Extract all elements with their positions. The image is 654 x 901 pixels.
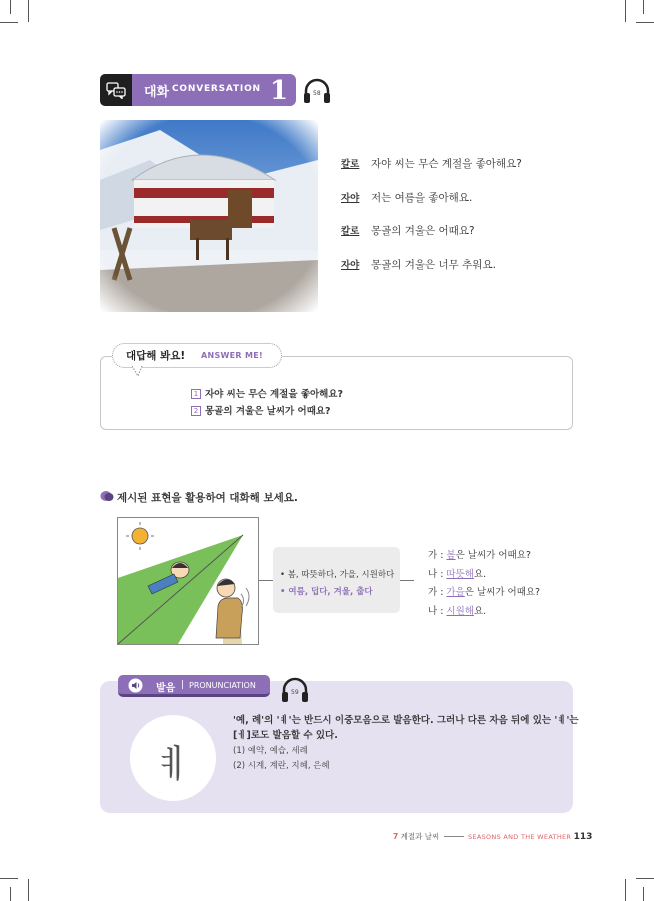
audio-track-number: 58 bbox=[313, 90, 321, 97]
speech-practice-icon bbox=[100, 490, 114, 502]
question-text: 몽골의 겨울은 날씨가 어때요? bbox=[205, 406, 331, 417]
expression-line: • 여름, 덥다, 겨울, 춥다 bbox=[280, 587, 373, 597]
question-item bbox=[191, 386, 343, 400]
practice-instruction: 제시된 표현을 활용하여 대화해 보세요. bbox=[117, 492, 298, 504]
model-blank: 시원해 bbox=[446, 606, 474, 617]
crop-mark bbox=[643, 0, 644, 14]
crop-mark bbox=[28, 879, 29, 901]
dialogue-line bbox=[341, 190, 472, 205]
pronunciation-char: ㅖ bbox=[154, 742, 192, 786]
model-text: 은 날씨가 어때요? bbox=[455, 550, 531, 561]
crop-mark bbox=[636, 878, 654, 879]
crop-mark bbox=[10, 887, 11, 901]
answer-me-title-en: ANSWER ME! bbox=[201, 351, 263, 360]
speaker-name: 자야 bbox=[341, 193, 360, 204]
footer-rule bbox=[444, 836, 464, 837]
connector-line bbox=[259, 580, 273, 581]
model-dialogue-line bbox=[428, 566, 486, 580]
dialogue-line bbox=[341, 257, 496, 272]
crop-mark bbox=[0, 22, 18, 23]
model-speaker: 가 : bbox=[428, 550, 447, 561]
model-dialogue-line bbox=[428, 584, 540, 598]
model-speaker: 나 : bbox=[428, 606, 447, 617]
page-number: 113 bbox=[573, 832, 593, 842]
chapter-title-en: SEASONS AND THE WEATHER bbox=[468, 833, 572, 841]
crop-mark bbox=[636, 22, 654, 23]
model-text: 요. bbox=[473, 606, 487, 617]
dialogue-text: 몽골의 겨울은 너무 추워요. bbox=[371, 259, 496, 271]
model-text: 은 날씨가 어때요? bbox=[464, 587, 541, 598]
speaker-name: 칼로 bbox=[341, 159, 360, 170]
question-item bbox=[191, 403, 331, 417]
model-speaker: 나 : bbox=[428, 569, 447, 580]
dialogue-line bbox=[341, 223, 475, 238]
pronunciation-example: (1) 예약, 예습, 세례 bbox=[233, 746, 308, 756]
crop-mark bbox=[10, 0, 11, 14]
dialogue-text: 자야 씨는 무슨 계절을 좋아해요? bbox=[371, 158, 522, 170]
model-text: 요. bbox=[473, 569, 487, 580]
expression-box bbox=[273, 547, 400, 613]
conversation-number: 1 bbox=[270, 76, 289, 106]
pronunciation-rule-line: '예, 례'의 'ㅖ'는 반드시 이중모음으로 발음한다. 그러나 다른 자음 뒤에 있는 'ㅖ'는 bbox=[233, 715, 579, 726]
season-illustration bbox=[117, 517, 259, 645]
crop-mark bbox=[28, 0, 29, 22]
crop-mark bbox=[0, 878, 18, 879]
conversation-header bbox=[100, 74, 300, 106]
speaker-name: 칼로 bbox=[341, 226, 360, 237]
chat-bubbles-icon bbox=[100, 74, 132, 106]
model-dialogue-line bbox=[428, 547, 531, 561]
yurt-photo bbox=[100, 120, 318, 312]
model-speaker: 가 : bbox=[428, 587, 447, 598]
question-number: 1 bbox=[191, 389, 201, 399]
crop-mark bbox=[625, 0, 626, 22]
connector-line bbox=[400, 580, 414, 581]
crop-mark bbox=[625, 879, 626, 901]
audio-track-number: 59 bbox=[291, 689, 299, 696]
expression-line: • 봄, 따뜻하다, 가을, 시원하다 bbox=[280, 570, 395, 580]
dialogue-line bbox=[341, 156, 522, 171]
pronunciation-title-en: PRONUNCIATION bbox=[189, 681, 256, 690]
answer-me-title-ko: 대답해 봐요! bbox=[126, 350, 186, 362]
title-separator: | bbox=[181, 680, 185, 690]
model-blank: 가을 bbox=[446, 587, 465, 598]
model-blank: 따뜻해 bbox=[446, 569, 474, 580]
crop-mark bbox=[643, 887, 644, 901]
dialogue-text: 저는 여름을 좋아해요. bbox=[371, 192, 473, 204]
chapter-title-ko: 계절과 날씨 bbox=[400, 832, 440, 841]
question-text: 자야 씨는 무슨 계절을 좋아해요? bbox=[205, 389, 344, 400]
pronunciation-title-ko: 발음 bbox=[156, 683, 176, 694]
pronunciation-example: (2) 시계, 계란, 지혜, 은혜 bbox=[233, 761, 330, 771]
model-blank: 봄 bbox=[446, 550, 456, 561]
speaker-sound-icon bbox=[128, 678, 143, 693]
pronunciation-rule-line: [ㅔ]로도 발음할 수 있다. bbox=[233, 730, 338, 741]
question-number: 2 bbox=[191, 406, 201, 416]
model-dialogue-line bbox=[428, 603, 486, 617]
conversation-title-en: CONVERSATION bbox=[172, 84, 261, 94]
dialogue-text: 몽골의 겨울은 어때요? bbox=[371, 225, 475, 237]
chapter-number: 7 bbox=[393, 832, 399, 841]
speaker-name: 자야 bbox=[341, 260, 360, 271]
bubble-tail-icon bbox=[132, 366, 144, 378]
page-footer bbox=[393, 831, 592, 842]
conversation-title-ko: 대화 bbox=[144, 85, 170, 100]
